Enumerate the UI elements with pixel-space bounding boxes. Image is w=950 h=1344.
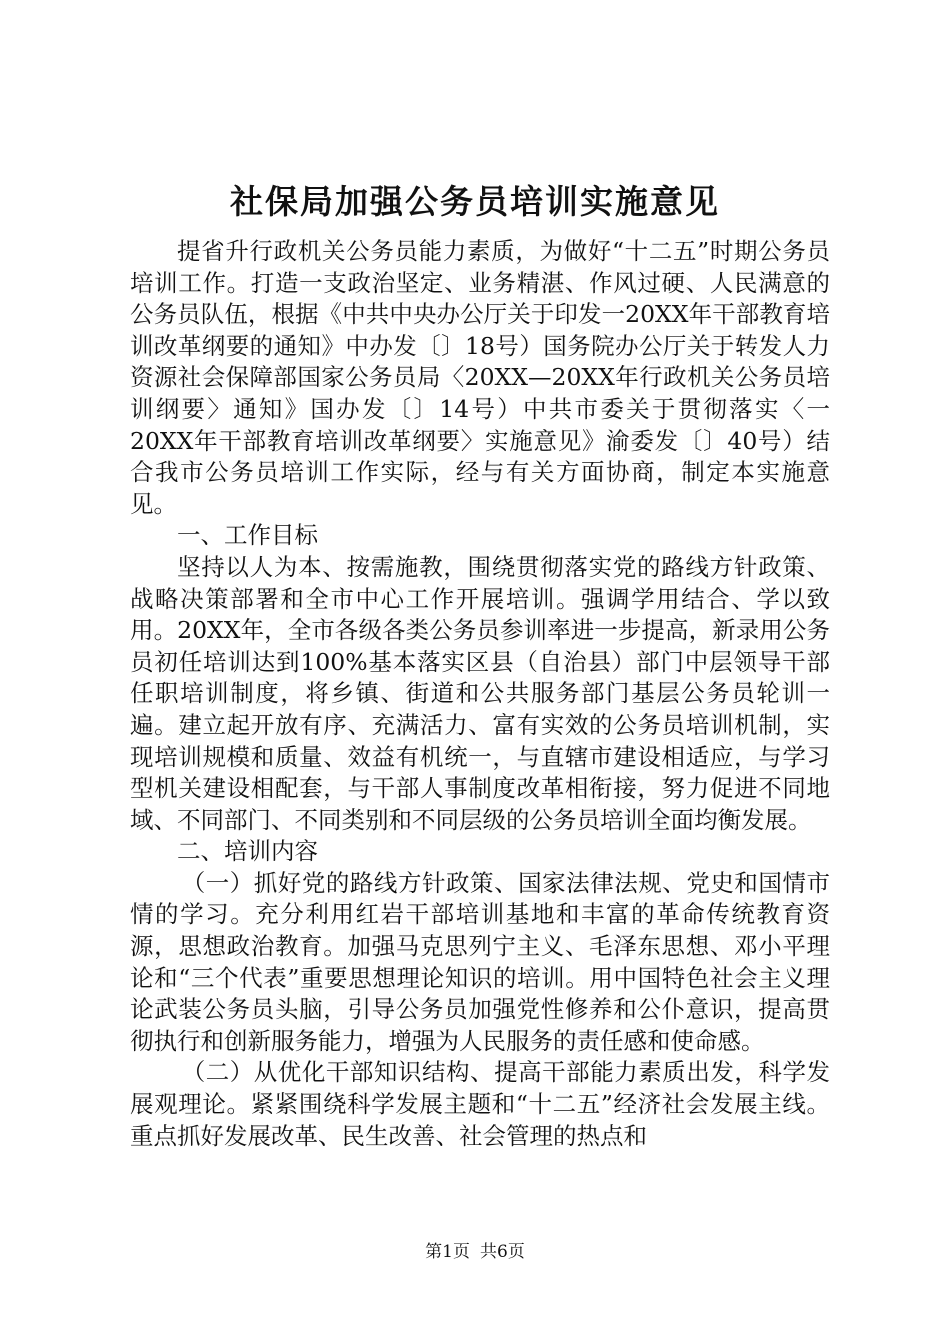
intro-paragraph: 提省升行政机关公务员能力素质，为做好“十二五”时期公务员培训工作。打造一支政治坚定、业务精湛、作风过硬、人民满意的公务员队伍，根据《中共中央办公厅关于印发一20XX年干部教育培训改革纲要的通知》中办发〔〕18号）国务院办公厅关于转发人力资源社会保障部国家公务员局〈20XX—20XX年行政机关公务员培训纲要〉通知》国办发〔〕14号）中共市委关于贯彻落实〈一20XX年干部教育培训改革纲要〉实施意见》渝委发〔〕40号）结合我市公务员培训工作实际，经与有关方面协商，制定本实施意见。 bbox=[130, 237, 830, 518]
goals-paragraph: 坚持以人为本、按需施教，围绕贯彻落实党的路线方针政策、战略决策部署和全市中心工作开展培训。强调学用结合、学以致用。20XX年，全市各级各类公务员参训率进一步提高，新录用公务员初任培训达到100%基本落实区县（自治县）部门中层领导干部任职培训制度，将乡镇、街道和公共服务部门基层公务员轮训一遍。建立起开放有序、充满活力、富有实效的公务员培训机制，实现培训规模和质量、效益有机统一，与直辖市建设相适应，与学习型机关建设相配套，与干部人事制度改革相衔接，努力促进不同地域、不同部门、不同类别和不同层级的公务员培训全面均衡发展。 bbox=[130, 552, 830, 834]
document-title: 社保局加强公务员培训实施意见 bbox=[230, 182, 720, 221]
page-number: 第1页 bbox=[425, 1242, 470, 1262]
content-item-2: （二）从优化干部知识结构、提高干部能力素质出发，科学发展观理论。紧紧围绕科学发展主题和“十二五”经济社会发展主线。重点抓好发展改革、民生改善、社会管理的热点和 bbox=[130, 1058, 830, 1150]
section-heading-goals: 一、工作目标 bbox=[177, 521, 318, 550]
content-item-1: （一）抓好党的路线方针政策、国家法律法规、党史和国情市情的学习。充分利用红岩干部培训基地和丰富的革命传统教育资源，思想政治教育。加强马克思列宁主义、毛泽东思想、邓小平理论和“三个代表”重要思想理论知识的培训。用中国特色社会主义理论武装公务员头脑，引导公务员加强党性修养和公仆意识，提高贯彻执行和创新服务能力，增强为人民服务的责任感和使命感。 bbox=[130, 868, 830, 1055]
document-body bbox=[130, 236, 830, 1152]
section-heading-content: 二、培训内容 bbox=[177, 837, 318, 866]
page-total: 共6页 bbox=[480, 1242, 525, 1262]
page-footer bbox=[0, 1240, 950, 1264]
